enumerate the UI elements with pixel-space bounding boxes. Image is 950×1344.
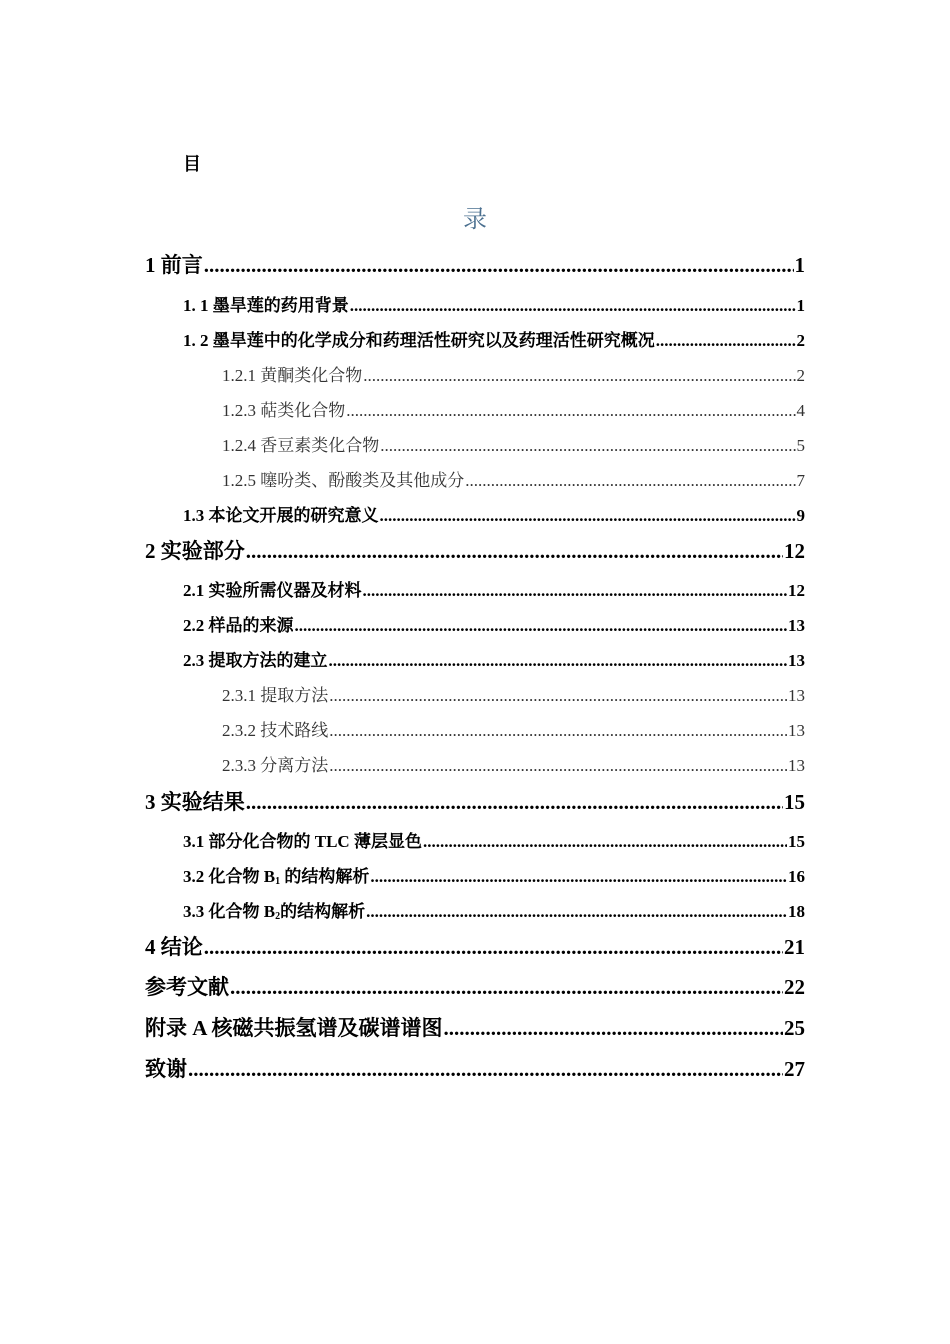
toc-entry-label: 2.3.1 提取方法 <box>222 686 329 705</box>
toc-page-number: 16 <box>788 867 805 886</box>
toc-entry-label: 2.1 实验所需仪器及材料 <box>183 581 362 600</box>
dot-leader <box>380 436 795 456</box>
dot-leader <box>444 1016 783 1041</box>
toc-entry-label-main: 3.3 化合物 B <box>183 902 276 921</box>
dot-leader <box>380 506 796 526</box>
dot-leader <box>363 366 795 386</box>
toc-page-number: 13 <box>788 651 805 670</box>
toc-entry[interactable] <box>145 1053 805 1083</box>
toc-entry-label: 致谢 <box>145 1057 187 1081</box>
toc-entry[interactable] <box>183 576 805 600</box>
dot-leader <box>295 616 788 636</box>
toc-entry[interactable] <box>145 931 805 961</box>
toc-entry-label-rest: 的结构解析 <box>280 867 370 886</box>
toc-heading-part2: 录 <box>463 207 487 233</box>
toc-page-number: 13 <box>788 686 805 705</box>
toc-entry-label: 3.1 部分化合物的 TLC 薄层显色 <box>183 832 422 851</box>
toc-entry-label: 1 前言 <box>145 253 203 277</box>
toc-entry[interactable] <box>183 646 805 670</box>
toc-page-number: 27 <box>784 1057 805 1081</box>
dot-leader <box>346 401 795 421</box>
toc-entry[interactable] <box>145 249 805 279</box>
toc-page-number: 13 <box>788 616 805 635</box>
dot-leader <box>329 756 787 776</box>
toc-entry[interactable] <box>222 431 805 455</box>
toc-page-number: 18 <box>788 902 805 921</box>
subscript-digit: 1 <box>275 876 281 887</box>
toc-entry-label: 1.3 本论文开展的研究意义 <box>183 506 379 525</box>
toc-entry[interactable] <box>222 751 805 775</box>
dot-leader <box>204 935 783 960</box>
toc-entry-label: 2.2 样品的来源 <box>183 616 294 635</box>
toc-entry-label-main: 3.2 化合物 B <box>183 867 276 886</box>
toc-entry[interactable] <box>183 611 805 635</box>
toc-entry-label: 3 实验结果 <box>145 790 245 814</box>
dot-leader <box>423 832 787 852</box>
toc-page-number: 15 <box>784 790 805 814</box>
toc-entry-label: 2 实验部分 <box>145 539 245 563</box>
dot-leader <box>188 1057 783 1082</box>
toc-entry[interactable] <box>145 1012 805 1042</box>
toc-entry[interactable] <box>183 326 805 350</box>
toc-entry[interactable] <box>145 971 805 1001</box>
toc-entry[interactable] <box>183 897 805 921</box>
toc-entry[interactable] <box>222 466 805 490</box>
subscript-digit: 2 <box>275 911 281 922</box>
dot-leader <box>329 721 787 741</box>
toc-entry[interactable] <box>183 862 805 886</box>
toc-entry-label: 2.3.3 分离方法 <box>222 756 329 775</box>
toc-page-number: 13 <box>788 756 805 775</box>
toc-entry-label <box>183 897 365 922</box>
toc-entry[interactable] <box>222 396 805 420</box>
dot-leader <box>246 790 783 815</box>
toc-entry-label: 4 结论 <box>145 935 203 959</box>
dot-leader <box>465 471 795 491</box>
toc-entry[interactable] <box>145 786 805 816</box>
toc-entry[interactable] <box>145 535 805 565</box>
toc-entry-label: 2.3.2 技术路线 <box>222 721 329 740</box>
toc-page-number: 13 <box>788 721 805 740</box>
toc-entry[interactable] <box>222 716 805 740</box>
toc-page-number: 5 <box>796 436 805 455</box>
toc-page-number: 1 <box>796 296 805 315</box>
toc-page-number: 2 <box>796 366 805 385</box>
toc-entry[interactable] <box>183 291 805 315</box>
toc-entry-label: 1.2.5 噻吩类、酚酸类及其他成分 <box>222 471 465 490</box>
toc-entry-label: 附录 A 核磁共振氢谱及碳谱谱图 <box>145 1016 443 1040</box>
toc-page-number: 9 <box>796 506 805 525</box>
dot-leader <box>329 651 788 671</box>
toc-entry-label: 1. 2 墨旱莲中的化学成分和药理活性研究以及药理活性研究概况 <box>183 331 655 350</box>
toc-heading-part1: 目 <box>183 154 201 174</box>
toc-page-number: 12 <box>788 581 805 600</box>
toc-entry-label: 1.2.4 香豆素类化合物 <box>222 436 380 455</box>
dot-leader <box>363 581 788 601</box>
toc-entry-label-rest: 的结构解析 <box>280 902 366 921</box>
toc-page-number: 12 <box>784 539 805 563</box>
dot-leader <box>204 253 794 278</box>
toc-entry-label <box>183 862 369 887</box>
toc-page-number: 4 <box>796 401 805 420</box>
toc-page-number: 22 <box>784 975 805 999</box>
dot-leader <box>656 331 796 351</box>
toc-entry[interactable] <box>222 681 805 705</box>
toc-entry-label: 参考文献 <box>145 975 229 999</box>
toc-page-number: 7 <box>796 471 805 490</box>
toc-page-number: 15 <box>788 832 805 851</box>
toc-entry-label: 1.2.3 萜类化合物 <box>222 401 346 420</box>
dot-leader <box>230 975 783 1000</box>
toc-entry[interactable] <box>222 361 805 385</box>
toc-entry-label: 1. 1 墨旱莲的药用背景 <box>183 296 349 315</box>
toc-page-number: 25 <box>784 1016 805 1040</box>
toc-page-number: 21 <box>784 935 805 959</box>
dot-leader <box>246 539 783 564</box>
toc-page-number: 1 <box>794 253 805 277</box>
toc-entry-label: 1.2.1 黄酮类化合物 <box>222 366 363 385</box>
toc-entry-label: 2.3 提取方法的建立 <box>183 651 328 670</box>
toc-page-number: 2 <box>796 331 805 350</box>
dot-leader <box>350 296 796 316</box>
toc-entry[interactable] <box>183 827 805 851</box>
toc-entry[interactable] <box>183 501 805 525</box>
dot-leader <box>329 686 787 706</box>
dot-leader <box>366 902 787 922</box>
dot-leader <box>370 867 787 887</box>
